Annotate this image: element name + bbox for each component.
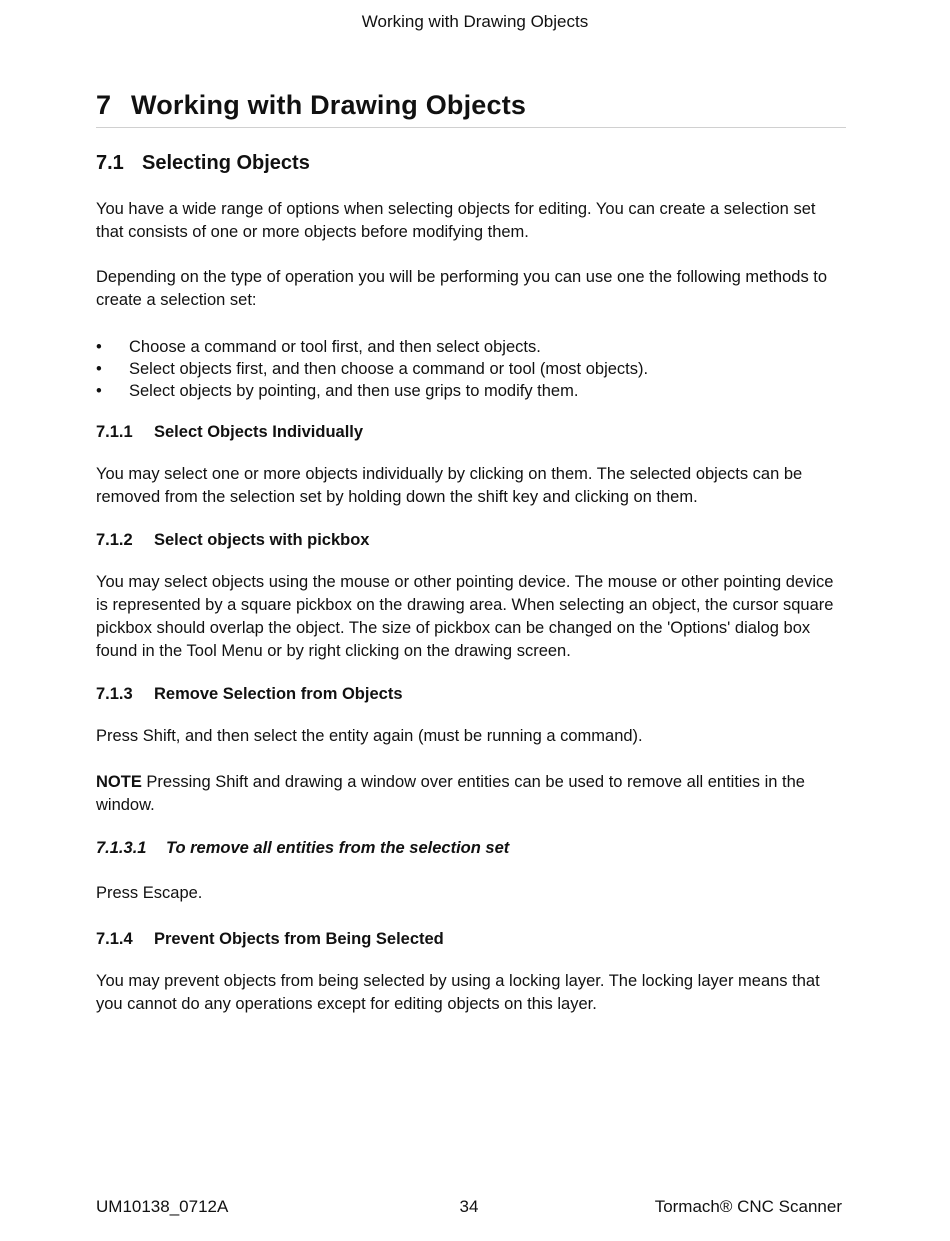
section-title: Remove Selection from Objects	[154, 685, 403, 703]
bullet-icon: •	[96, 338, 102, 356]
note-text: Pressing Shift and drawing a window over entities can be used to remove all entities in the window.	[96, 773, 805, 814]
list-item-text: Select objects first, and then choose a command or tool (most objects).	[129, 360, 649, 378]
section-heading-7-1-4	[96, 927, 846, 951]
section-number: 7.1.3	[96, 685, 133, 703]
bullet-icon: •	[96, 382, 102, 400]
section-heading-7-1	[96, 149, 846, 177]
section-title: To remove all entities from the selection set	[166, 839, 510, 857]
list-item	[96, 380, 846, 402]
document-body	[96, 90, 846, 1016]
section-number: 7.1	[96, 152, 124, 174]
section-heading-7-1-3	[96, 682, 846, 706]
section-heading-7-1-2	[96, 528, 846, 552]
running-header: Working with Drawing Objects	[361, 12, 589, 31]
section-title: Select Objects Individually	[154, 423, 364, 441]
list-item-text: Select objects by pointing, and then use grips to modify them.	[129, 382, 579, 400]
footer-doc-id: UM10138_0712A	[96, 1197, 229, 1216]
paragraph-pickbox: You may select objects using the mouse or other pointing device. The mouse or other pointing device is represented by a square pickbox on the drawing area. When selecting an object, the cursor square pickbox should overlap the object. The size of pickbox can be changed on the 'Options' dialog box found in the Tool Menu or by right clicking on the drawing screen.	[96, 573, 834, 660]
section-number: 7.1.3.1	[96, 839, 147, 857]
section-number: 7.1.1	[96, 423, 133, 441]
list-item	[96, 336, 846, 358]
list-item-text: Choose a command or tool first, and then select objects.	[129, 338, 541, 356]
list-item	[96, 358, 846, 380]
footer-product: Tormach® CNC Scanner	[654, 1197, 842, 1216]
section-title: Prevent Objects from Being Selected	[154, 930, 444, 948]
paragraph-selection-methods: Depending on the type of operation you will be performing you can use one the following methods to create a selection set:	[96, 268, 828, 309]
chapter-title: Working with Drawing Objects	[131, 90, 527, 120]
section-title: Selecting Objects	[142, 152, 310, 174]
section-heading-7-1-1	[96, 420, 846, 444]
note-label: NOTE	[96, 773, 142, 791]
chapter-heading	[96, 90, 846, 128]
paragraph-select-individually: You may select one or more objects individually by clicking on them. The selected objects can be removed from the selection set by holding down the shift key and clicking on them.	[96, 465, 803, 506]
paragraph-locking-layer: You may prevent objects from being selected by using a locking layer. The locking layer means that you cannot do any operations except for editing objects on this layer.	[96, 972, 820, 1013]
section-title: Select objects with pickbox	[154, 531, 370, 549]
note-paragraph	[96, 771, 846, 817]
paragraph-remove-selection: Press Shift, and then select the entity again (must be running a command).	[96, 727, 643, 745]
bullet-icon: •	[96, 360, 102, 378]
section-heading-7-1-3-1	[96, 836, 846, 860]
paragraph-selection-options: You have a wide range of options when selecting objects for editing. You can create a selection set that consists of one or more objects before modifying them.	[96, 200, 816, 241]
selection-methods-list	[96, 336, 846, 402]
section-number: 7.1.2	[96, 531, 133, 549]
paragraph-press-escape: Press Escape.	[96, 884, 203, 902]
page-number: 34	[459, 1197, 479, 1216]
section-number: 7.1.4	[96, 930, 133, 948]
chapter-number: 7	[96, 90, 112, 120]
